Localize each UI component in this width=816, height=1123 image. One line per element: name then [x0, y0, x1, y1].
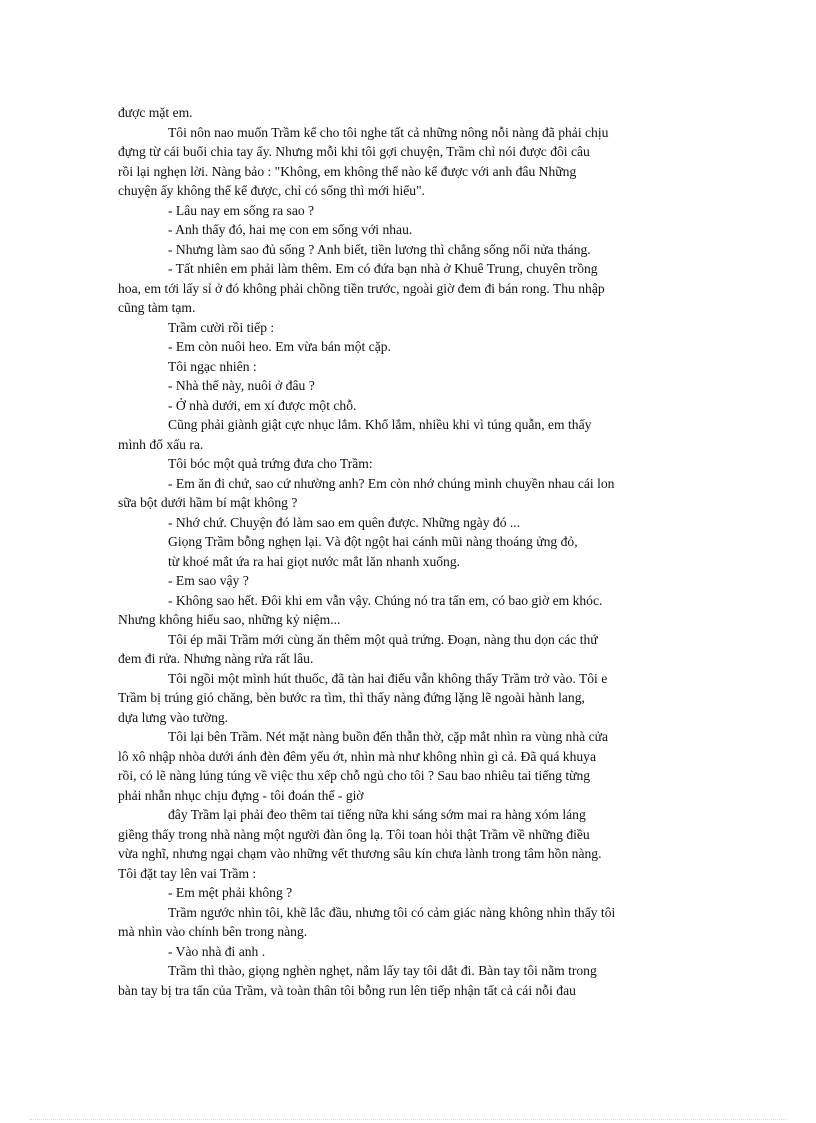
text-line: Nhưng không hiểu sao, những kỷ niệm... [118, 612, 341, 627]
text-line: Tôi đặt tay lên vai Trầm : [118, 865, 257, 881]
text-line: Tôi nôn nao muốn Trầm kể cho tôi nghe tất cả những nông nỗi nàng đã phải chịu [168, 124, 609, 140]
text-line: - Em mệt phải không ? [168, 885, 293, 900]
text-line: Trầm bị trúng gió chăng, bèn bước ra tìm, thì thấy nàng đứng lặng lẽ ngoài hành lang, [118, 690, 585, 705]
text-line: lô xô nhập nhòa dưới ánh đèn đêm yếu ớt, nhìn mà như không nhìn gì cả. Đã quá khuya [118, 748, 596, 764]
text-line: Trầm thì thào, giọng nghèn nghẹt, nắm lấy tay tôi dắt đi. Bàn tay tôi nằm trong [168, 963, 597, 978]
text-line: - Em còn nuôi heo. Em vừa bán một cặp. [168, 339, 391, 354]
text-line: bàn tay bị tra tấn của Trầm, và toàn thân tôi bỗng run lên tiếp nhận tất cả cái nỗi đau [118, 982, 576, 998]
text-line: Tôi lại bên Trầm. Nét mặt nàng buồn đến thẫn thờ, cặp mắt nhìn ra vùng nhà cửa [168, 729, 609, 744]
text-line: - Anh thấy đó, hai mẹ con em sống với nhau. [168, 222, 413, 237]
text-line: chuyện ấy không thể kể được, chỉ có sống thì mới hiểu". [118, 183, 426, 198]
text-line: Trầm ngước nhìn tôi, khẽ lắc đầu, nhưng tôi có cảm giác nàng không nhìn thấy tôi [168, 904, 616, 920]
text-line: - Nhà thế này, nuôi ở đâu ? [168, 378, 315, 393]
text-line: Tôi ngồi một mình hút thuốc, đã tàn hai điếu vẫn không thấy Trầm trở vào. Tôi e [168, 670, 608, 686]
text-line: rồi lại nghẹn lời. Nàng bảo : "Không, em không thể nào kể được với anh đâu Những [118, 163, 577, 179]
text-line: - Nhưng làm sao đủ sống ? Anh biết, tiền lương thì chẳng sống nổi nửa tháng. [168, 241, 591, 257]
text-line: đây Trầm lại phải đeo thêm tai tiếng nữa khi sáng sớm mai ra hàng xóm láng [168, 807, 586, 822]
text-line: - Vào nhà đi anh . [168, 943, 266, 959]
text-line: mình đổ xấu ra. [118, 436, 204, 452]
text-line: được mặt em. [118, 105, 193, 120]
text-line: Tôi bóc một quả trứng đưa cho Trầm: [168, 456, 373, 471]
text-line: Giọng Trầm bỗng nghẹn lại. Và đột ngột hai cánh mũi nàng thoáng ửng đỏ, [168, 534, 578, 549]
text-line: giềng thấy trong nhà nàng một người đàn ông lạ. Tôi toan hỏi thật Trầm về những điều [118, 826, 590, 842]
document-page [118, 103, 702, 1000]
text-line: Trầm cười rồi tiếp : [168, 319, 275, 335]
text-line: đem đi rửa. Nhưng nàng rửa rất lâu. [118, 651, 314, 666]
text-line: - Không sao hết. Đôi khi em vẫn vậy. Chúng nó tra tấn em, có bao giờ em khóc. [168, 592, 603, 608]
text-line: - Ở nhà dưới, em xí được một chỗ. [168, 397, 357, 413]
text-line: đựng từ cái buổi chia tay ấy. Nhưng mỗi khi tôi gợi chuyện, Trầm chỉ nói được đôi câu [118, 144, 590, 159]
text-line: - Lâu nay em sống ra sao ? [168, 202, 315, 218]
text-line: - Nhớ chứ. Chuyện đó làm sao em quên được. Những ngày đó ... [168, 514, 521, 530]
text-line: - Tất nhiên em phải làm thêm. Em có đứa bạn nhà ở Khuê Trung, chuyên trồng [168, 261, 598, 276]
text-line: sữa bột dưới hầm bí mật không ? [118, 495, 298, 510]
text-line: Tôi ngạc nhiên : [168, 358, 257, 374]
text-line: dựa lưng vào tường. [118, 709, 229, 725]
text-line: Cũng phải giành giật cực nhục lắm. Khổ lắm, nhiều khi vì túng quẫn, em thấy [168, 417, 592, 432]
page-bottom-border [30, 1119, 786, 1120]
text-line: Tôi ép mãi Trầm mới cùng ăn thêm một quả trứng. Đoạn, nàng thu dọn các thứ [168, 631, 598, 647]
text-line: từ khoé mắt ứa ra hai giọt nước mắt lăn nhanh xuống. [168, 553, 461, 569]
text-line: - Em ăn đi chứ, sao cứ nhường anh? Em còn nhớ chúng mình chuyền nhau cái lon [168, 475, 615, 491]
text-line: phải nhẫn nhục chịu đựng - tôi đoán thế - giờ [118, 787, 364, 803]
text-line: hoa, em tới lấy sỉ ở đó không phải chồng tiền trước, ngoài giờ đem đi bán rong. Thu nhập [118, 280, 605, 296]
text-line: - Em sao vậy ? [168, 573, 249, 588]
text-line: mà nhìn vào chính bên trong nàng. [118, 924, 308, 939]
text-line: vừa nghĩ, nhưng ngại chạm vào những vết thương sâu kín chưa lành trong tâm hồn nàng. [118, 846, 602, 861]
text-line: rồi, có lẽ nàng lúng túng về việc thu xếp chỗ ngủ cho tôi ? Sau bao nhiêu tai tiếng từng [118, 768, 591, 783]
text-line: cũng tàm tạm. [118, 300, 196, 315]
